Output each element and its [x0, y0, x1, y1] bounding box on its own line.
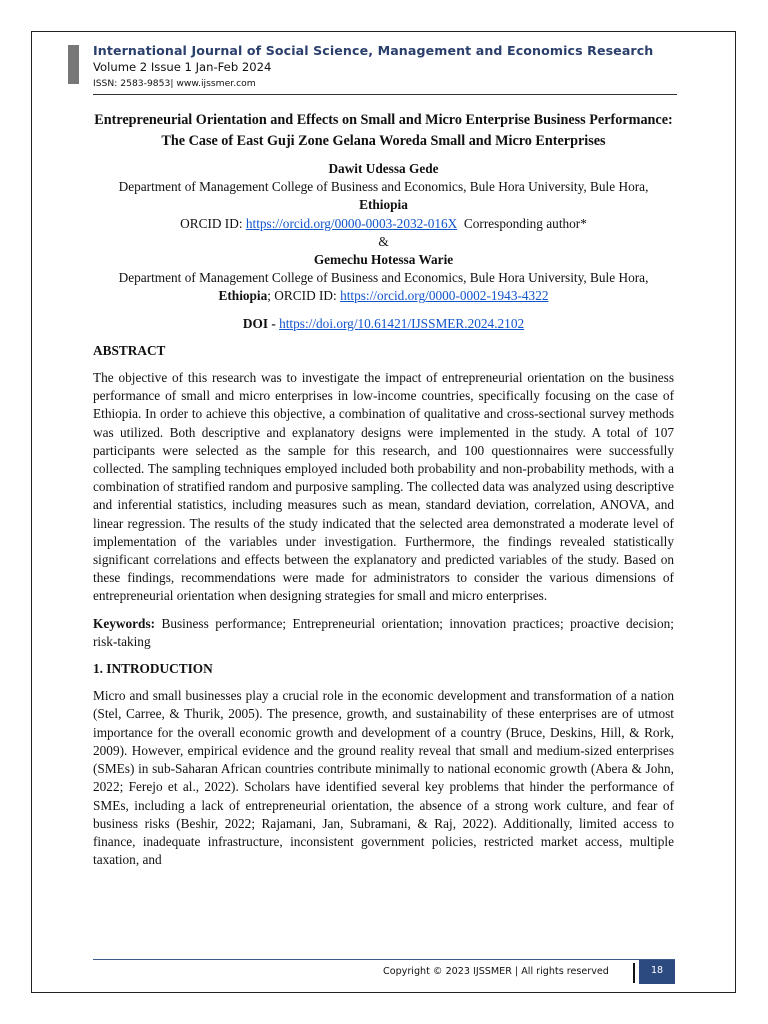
author1-country: Ethiopia: [359, 197, 408, 213]
introduction-heading: 1. INTRODUCTION: [93, 661, 213, 677]
author1-affiliation-text: Department of Management College of Business and Economics, Bule Hora University, Bule Hora,: [118, 179, 649, 195]
introduction-text: Micro and small businesses play a crucial role in the economic development and transformation of a nation (Stel, Carree, & Thurik, 2005). The presence, growth, and sustainability of these enterprises are of utmost importance for the overall economic growth and development of a country (Bruce, Deskins, Hill, & Rork, 2009). However, empirical evidence and the ground reality reveal that small and medium-sized enterprises (SMEs) in sub-Saharan African countries contribute minimally to national economic growth (Abera & John, 2022; Ferejo et al., 2022). Scholars have identified several key problems that hinder the performance of SMEs, including a lack of entrepreneurial orientation, the absence of a strong work culture, and fear of business risks (Beshir, 2022; Rajamani, Jan, Subramani, & Raj, 2022). Additionally, limited access to finance, inadequate infrastructure, inconsistent government policies, restricted market access, multiple taxation, and: [93, 688, 674, 868]
doi-line: [93, 315, 674, 333]
doi-link[interactable]: https://doi.org/10.61421/IJSSMER.2024.2102: [279, 315, 525, 331]
keywords-label: Keywords:: [93, 615, 156, 631]
header-accent-bar: [68, 45, 79, 84]
journal-title: International Journal of Social Science, Management and Economics Research: [93, 43, 654, 58]
author1-affiliation: [93, 178, 674, 214]
author2-affiliation: [93, 269, 674, 305]
abstract-heading: ABSTRACT: [93, 342, 166, 358]
author1-orcid-label: ORCID ID:: [180, 215, 243, 231]
author1-orcid-link[interactable]: https://orcid.org/0000-0003-2032-016X: [245, 215, 458, 231]
header-divider: [93, 94, 677, 95]
journal-volume-issue: Volume 2 Issue 1 Jan-Feb 2024: [93, 60, 272, 74]
paper-content: [93, 110, 674, 869]
footer-separator: [633, 963, 635, 983]
footer-divider: [93, 959, 675, 960]
page-number: 18: [639, 960, 675, 984]
keywords-line: [93, 615, 674, 651]
author1-orcid-line: [93, 215, 674, 233]
author2-affiliation-text: Department of Management College of Business and Economics, Bule Hora University, Bule Hora,: [118, 270, 649, 286]
author2-name: Gemechu Hotessa Warie: [313, 252, 454, 268]
keywords-text: Business performance; Entrepreneurial orientation; innovation practices; proactive decision; risk-taking: [93, 615, 674, 649]
author2-orcid-link[interactable]: https://orcid.org/0000-0002-1943-4322: [340, 288, 549, 304]
footer-copyright: Copyright © 2023 IJSSMER | All rights reserved: [383, 966, 609, 977]
doi-label: DOI -: [242, 315, 276, 331]
paper-title: Entrepreneurial Orientation and Effects on Small and Micro Enterprise Business Performance: The Case of East Guji Zone Gelana Woreda Small and Micro Enterprises: [94, 112, 673, 149]
author-ampersand: &: [378, 233, 389, 249]
author2-country: Ethiopia: [218, 288, 268, 304]
author1-name: Dawit Udessa Gede: [328, 161, 439, 176]
journal-issn: ISSN: 2583-9853| www.ijssmer.com: [93, 78, 256, 89]
abstract-text: The objective of this research was to investigate the impact of entrepreneurial orientation on the business performance of small and micro enterprises in low-income countries, specifically focusing on the case of Ethiopia. In order to achieve this objective, a combination of qualitative and cross-sectional survey methods was utilized. Both descriptive and explanatory designs were implemented in the study. A total of 107 participants were selected as the sample for this research, and 100 questionnaires were successfully collected. The sampling techniques employed included both probability and non-probability methods, with a combination of stratified random and purposive sampling. The collected data was analyzed using descriptive and inferential statistics, including measures such as mean, standard deviation, correlation, ANOVA, and linear regression. The results of the study indicated that the selected area demonstrated a moderate level of implementation of the variables under investigation. Furthermore, the findings revealed statistically significant correlations and effects between the explanatory and predicted variables of the study. Based on these findings, recommendations were made for administrators to consider the various dimensions of entrepreneurial orientation when designing strategies for small and micro enterprises.: [93, 370, 674, 604]
corresponding-author-note: Corresponding author*: [463, 215, 587, 231]
author2-orcid-label: ; ORCID ID:: [267, 288, 337, 304]
